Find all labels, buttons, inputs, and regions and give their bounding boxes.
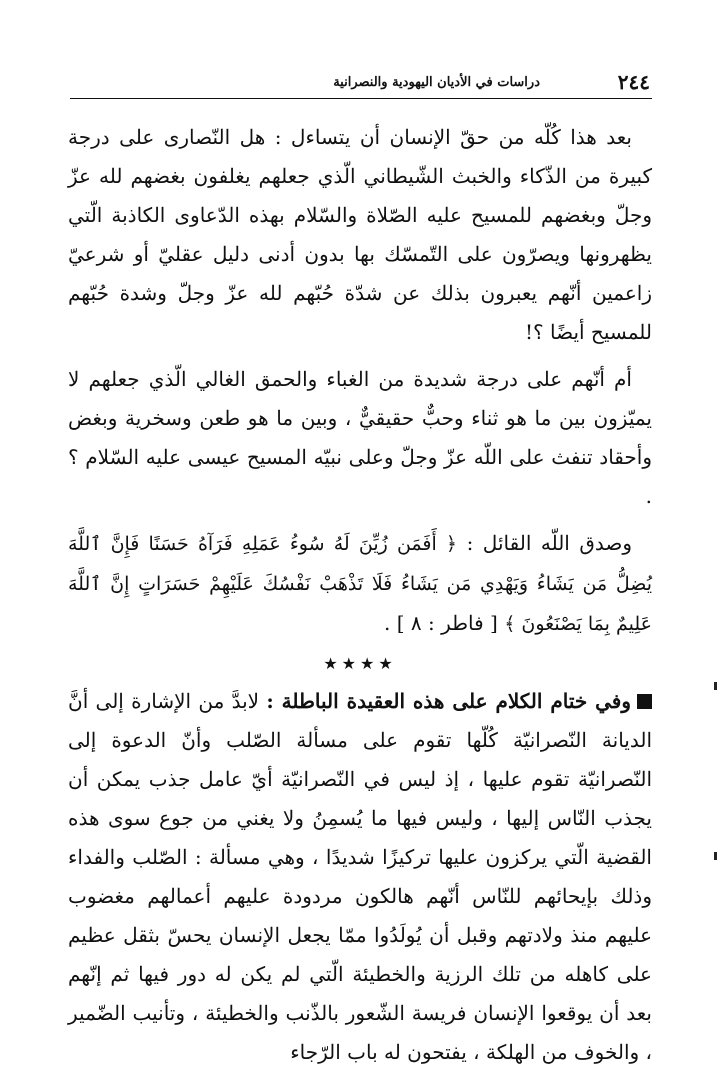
verse-reference: [ فاطر : ٨ ] .	[384, 611, 498, 635]
paragraph-3	[68, 524, 652, 644]
scan-edge-mark	[714, 682, 717, 690]
section-heading: وفي ختام الكلام على هذه العقيدة الباطلة :	[266, 689, 631, 713]
paragraph-1: بعد هذا كُلّه من حقّ الإنسان أن يتساءل : هل النّصارى على درجة كبيرة من الذّكاء والخبث الشّيطاني الّذي جعلهم يغلفون بغضهم لله عزّ وجلّ وبغضهم للمسيح عليه الصّلاة والسّلام بهذه الدّعاوى الكاذبة الّتي يظهرونها ويصرّون على التّمسّك بها بدون أدنى دليل عقليّ أو شرعيّ زاعمين أنّهم يعبرون بذلك عن شدّة حُبّهم لله عزّ وجلّ وشدة حُبّهم للمسيح أيضًا ؟!	[68, 125, 652, 344]
star-separator: ★★★★	[323, 654, 397, 673]
page-body	[68, 118, 652, 1072]
header-rule	[70, 98, 652, 99]
running-title: دراسات في الأديان اليهودية والنصرانية	[333, 75, 540, 90]
quote-intro: وصدق اللّه القائل :	[466, 531, 632, 555]
scan-edge-mark	[714, 852, 717, 860]
page-header	[70, 70, 650, 96]
page-number: ٢٤٤	[617, 70, 650, 94]
paragraph-2: أم أنّهم على درجة شديدة من الغباء والحمق الغالي الّذي جعلهم لا يميّزون بين ما هو ثناء وحبٌّ حقيقيٌّ ، وبين ما هو طعن وسخرية وبغض وأحقاد تنفث على اللّه عزّ وجلّ وعلى نبيّه المسيح عيسى عليه السّلام ؟ .	[68, 367, 652, 508]
section-paragraph	[68, 682, 652, 1072]
section-text: لابدَّ من الإشارة إلى أنَّ الديانة النّصرانيّة كُلّها تقوم على مسألة الصّلب وأنّ الدعوة إلى النّصرانيّة تقوم عليها ، إذ ليس في النّصرانيّة أيّ عامل جذب يمكن أن يجذب النّاس إليها ، وليس فيها ما يُسمِنُ ولا يغني من جوع سوى هذه القضية الّتي يركزون عليها تركيزًا شديدًا ، وهي مسألة : الصّلب والفداء وذلك بإيحائهم للنّاس أنّهم هالكون مردودة عليهم أعمالهم مغضوب عليهم منذ ولادتهم وقبل أن يُولَدُوا ممّا يجعل الإنسان يحسّ بثقل عظيم على كاهله من تلك الرزية والخطيئة الّتي لم يكن له دور فيها ثم إنّهم بعد أن يوقعوا الإنسان فريسة الشّعور بالذّنب والخطيئة ، وتأنيب الضّمير ، والخوف من الهلكة ، يفتحون له باب الرّجاء	[68, 689, 653, 1064]
quran-verse: ﴿ أَفَمَن زُيِّنَ لَهُ سُوءُ عَمَلِهِ فَرَآهُ حَسَنًا فَإِنَّ ٱللَّهَ يُضِلُّ مَن يَشَاءُ وَيَهْدِي مَن يَشَاءُ فَلَا تَذْهَبْ نَفْسُكَ عَلَيْهِمْ حَسَرَاتٍ إِنَّ ٱللَّهَ عَلِيمٌ بِمَا يَصْنَعُونَ ﴾	[68, 533, 652, 635]
black-square-icon	[637, 694, 652, 709]
